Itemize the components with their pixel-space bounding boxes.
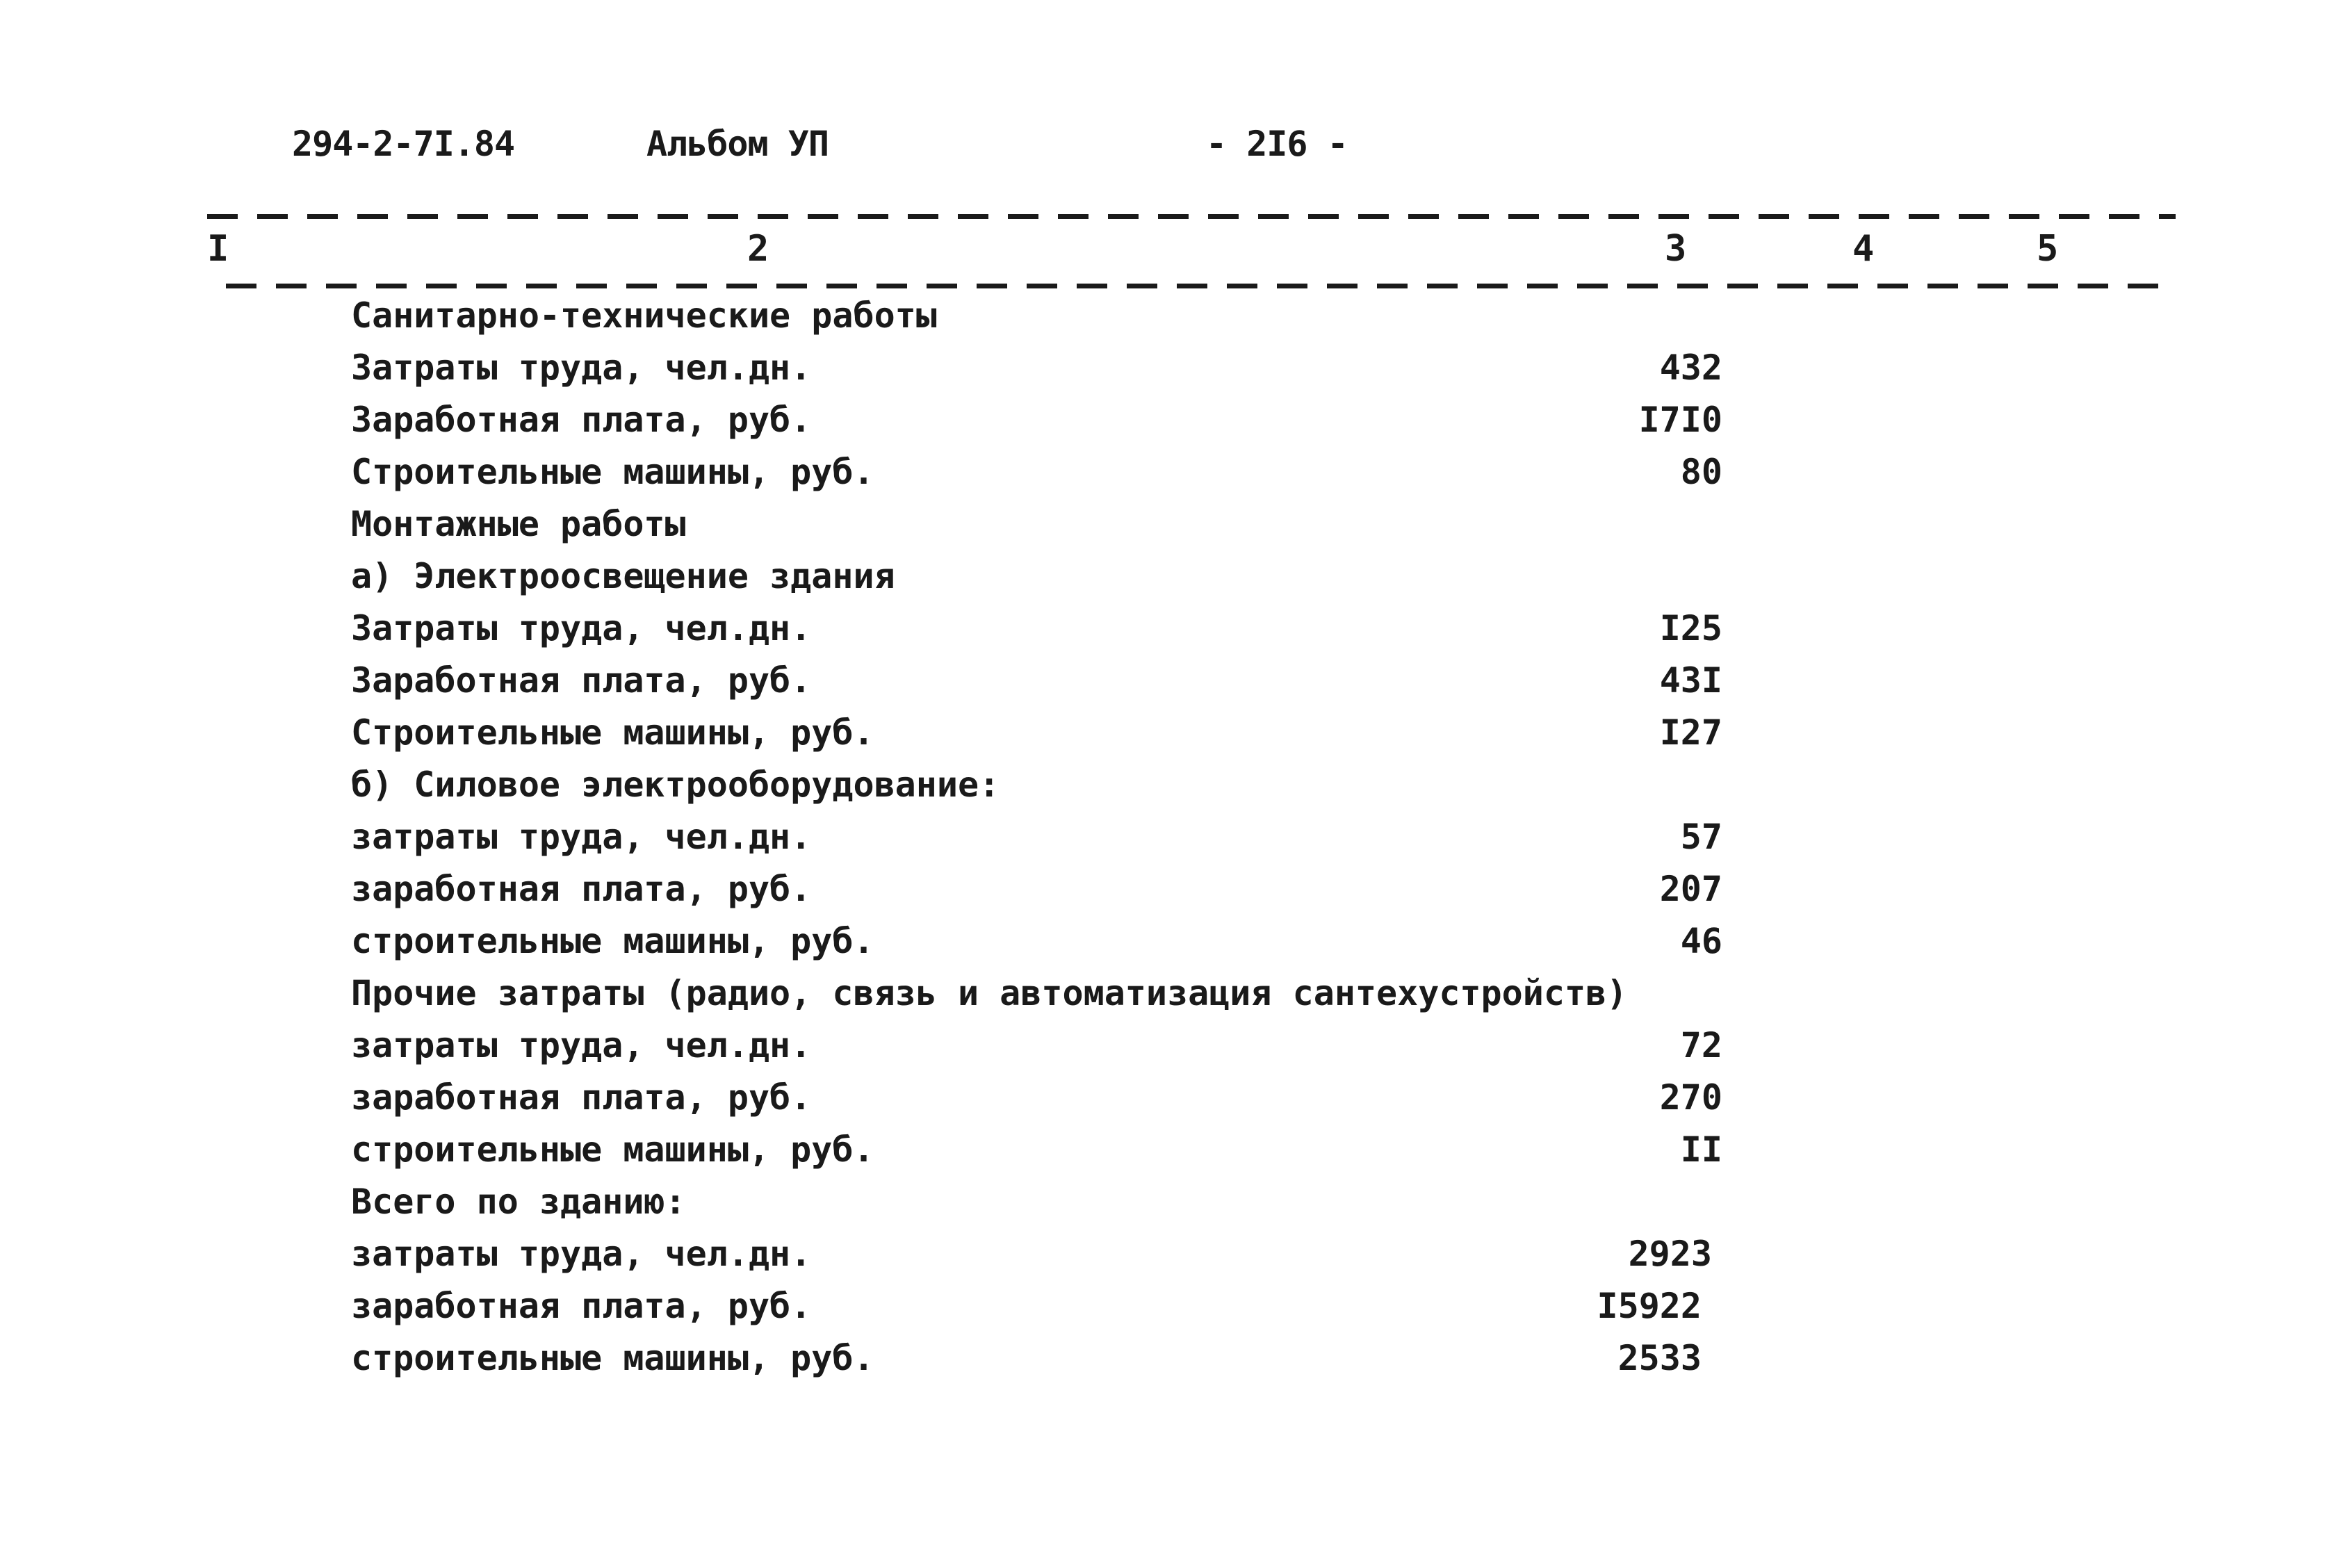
column-header-5: 5	[2037, 228, 2059, 270]
row-value: I25	[1659, 608, 1722, 648]
table-row	[0, 1338, 2348, 1390]
row-label: б) Силовое электрооборудование:	[351, 765, 1000, 805]
row-label: Заработная плата, руб.	[351, 400, 812, 440]
table-row	[0, 608, 2348, 660]
column-header-1: I	[207, 228, 229, 270]
row-value: 80	[1680, 452, 1722, 492]
row-value: I7I0	[1638, 400, 1722, 440]
column-header-2: 2	[747, 228, 769, 270]
column-header-4: 4	[1852, 228, 1875, 270]
row-label: Прочие затраты (радио, связь и автоматизация сантехустройств)	[351, 973, 1628, 1013]
row-label: Всего по зданию:	[351, 1182, 686, 1222]
table-row	[0, 1077, 2348, 1129]
row-label: Затраты труда, чел.дн.	[351, 348, 812, 388]
row-value: I5922	[1597, 1286, 1702, 1326]
row-label: заработная плата, руб.	[351, 1077, 812, 1118]
row-label: строительные машины, руб.	[351, 1338, 874, 1378]
table-row	[0, 1286, 2348, 1338]
row-label: Строительные машины, руб.	[351, 452, 874, 492]
row-label: затраты труда, чел.дн.	[351, 1025, 812, 1065]
row-label: затраты труда, чел.дн.	[351, 1234, 812, 1274]
table-row	[0, 556, 2348, 608]
row-value: II	[1680, 1129, 1722, 1170]
row-value: 46	[1680, 921, 1722, 961]
row-label: Затраты труда, чел.дн.	[351, 608, 812, 648]
table-row	[0, 869, 2348, 921]
table-row	[0, 1129, 2348, 1182]
table-row	[0, 921, 2348, 973]
table-row	[0, 1182, 2348, 1234]
row-label: а) Электроосвещение здания	[351, 556, 895, 596]
table-row	[0, 660, 2348, 712]
row-value: 57	[1680, 817, 1722, 857]
table-row	[0, 1234, 2348, 1286]
table-row	[0, 295, 2348, 348]
header-bottom-dashed-rule	[226, 284, 2176, 288]
table-row	[0, 973, 2348, 1025]
table-row	[0, 1025, 2348, 1077]
row-value: 43I	[1659, 660, 1722, 701]
table-row	[0, 765, 2348, 817]
row-value: 2923	[1628, 1234, 1712, 1274]
row-label: затраты труда, чел.дн.	[351, 817, 812, 857]
doc-code: 294-2-7I.84	[292, 124, 515, 164]
row-label: строительные машины, руб.	[351, 921, 874, 961]
page-number: - 2I6 -	[1206, 124, 1348, 164]
column-header-3: 3	[1665, 228, 1687, 270]
row-label: Заработная плата, руб.	[351, 660, 812, 701]
row-value: I27	[1659, 712, 1722, 753]
top-dashed-rule	[207, 214, 2176, 219]
table-row	[0, 817, 2348, 869]
row-label: строительные машины, руб.	[351, 1129, 874, 1170]
table-row	[0, 452, 2348, 504]
row-label: Строительные машины, руб.	[351, 712, 874, 753]
table-row	[0, 400, 2348, 452]
row-label: Санитарно-технические работы	[351, 295, 937, 336]
row-label: заработная плата, руб.	[351, 1286, 812, 1326]
row-label: Монтажные работы	[351, 504, 686, 544]
table-row	[0, 712, 2348, 765]
row-value: 270	[1659, 1077, 1722, 1118]
table-row	[0, 348, 2348, 400]
row-value: 207	[1659, 869, 1722, 909]
table-body	[0, 295, 2348, 1390]
table-row	[0, 504, 2348, 556]
album-label: Альбом УП	[646, 124, 829, 164]
row-value: 2533	[1617, 1338, 1702, 1378]
row-value: 432	[1659, 348, 1722, 388]
row-value: 72	[1680, 1025, 1722, 1065]
row-label: заработная плата, руб.	[351, 869, 812, 909]
